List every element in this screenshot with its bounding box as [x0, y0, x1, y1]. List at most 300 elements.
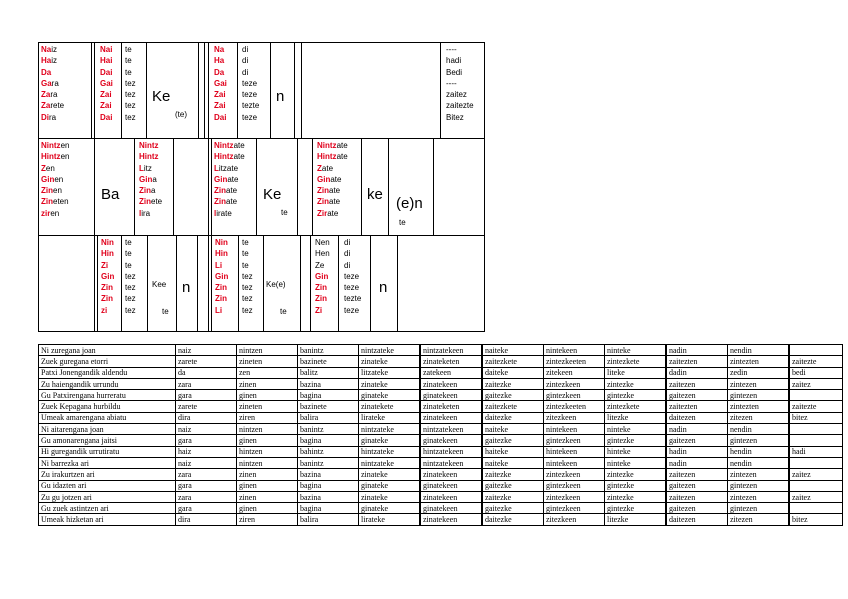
form-line: tez: [125, 78, 136, 88]
form-line: Zin: [215, 283, 227, 293]
table-cell: hintekeen: [544, 446, 605, 457]
table-cell: naiz: [176, 345, 237, 356]
table-cell: zintezkete: [605, 401, 667, 412]
form-line: di: [344, 238, 351, 247]
form-line: Dai: [100, 67, 113, 77]
form-line: lirate: [214, 208, 232, 218]
form-line: Zinate: [214, 197, 238, 207]
table-cell: lirateke: [359, 412, 421, 423]
table-cell: daitezke: [482, 412, 544, 423]
block-f-mid1: Kee: [152, 280, 167, 289]
table-cell: lirateke: [359, 514, 421, 525]
table-cell: nintzatekeen: [420, 457, 482, 468]
table-cell: zedin: [728, 367, 790, 378]
form-line: Litz: [139, 163, 152, 173]
form-line: Hai: [100, 56, 113, 66]
form-line: Litzate: [214, 163, 239, 173]
form-line: Na: [214, 45, 225, 54]
col-divider: [211, 138, 212, 235]
form-line: tez: [125, 101, 136, 111]
block-g-mid1: Ke(e): [266, 280, 286, 289]
table-cell: zaitezen: [666, 469, 728, 480]
table-cell: daiteke: [482, 367, 544, 378]
table-cell: ginen: [237, 480, 298, 491]
block-g-prefixes: [215, 237, 228, 316]
table-cell: zaitez: [789, 469, 843, 480]
form-line: Naiz: [41, 45, 58, 54]
table-row: [39, 457, 843, 468]
table-row: [39, 345, 843, 356]
table-cell: Ni barrezka ari: [39, 457, 176, 468]
table-cell: zarete: [176, 356, 237, 367]
form-line: Haiz: [41, 56, 58, 66]
table-cell: da: [176, 367, 237, 378]
form-line: Da: [214, 67, 225, 77]
table-cell: zintezkete: [605, 356, 667, 367]
table-cell: naiteke: [482, 424, 544, 435]
col-divider: [300, 235, 301, 332]
table-cell: gaitezen: [666, 390, 728, 401]
form-line: Gai: [214, 78, 227, 88]
table-cell: zinateke: [359, 491, 421, 502]
form-line: Nai: [100, 45, 113, 54]
block-h-prefixes: [315, 237, 330, 316]
table-cell: zinateke: [359, 378, 421, 389]
table-cell: balira: [298, 514, 359, 525]
form-line: Nin: [215, 238, 228, 247]
table-cell: zintezkeen: [544, 491, 605, 502]
block-a-small: (te): [175, 110, 187, 119]
table-cell: ginatekeen: [420, 480, 482, 491]
table-cell: ninteke: [605, 345, 667, 356]
table-cell: Hi guregandik urrutiratu: [39, 446, 176, 457]
table-cell: naiteke: [482, 345, 544, 356]
block-b-prefixes: [214, 44, 227, 123]
table-cell: nintzateke: [359, 424, 421, 435]
table-cell: zaitezke: [482, 378, 544, 389]
col-divider: [208, 42, 209, 138]
form-line: Ginate: [214, 174, 239, 184]
block-d-big: Ke: [263, 186, 282, 203]
table-row: [39, 503, 843, 514]
block-a-suffixes: [125, 44, 136, 123]
table-cell: nintzatekeen: [420, 424, 482, 435]
form-line: Zen: [41, 163, 55, 173]
form-line: te: [125, 249, 132, 259]
table-cell: gintezen: [728, 503, 790, 514]
form-line: Ginen: [41, 174, 64, 184]
form-line: tez: [125, 305, 136, 315]
table-cell: nintzen: [237, 457, 298, 468]
form-line: Zai: [100, 101, 112, 111]
col-divider: [238, 235, 239, 332]
table-cell: hadi: [789, 446, 843, 457]
table-cell: zarete: [176, 401, 237, 412]
form-line: Zinate: [214, 186, 238, 196]
form-line: Hintzate: [214, 152, 245, 162]
table-row: [39, 367, 843, 378]
table-cell: zinateke: [359, 356, 421, 367]
past-forms: [41, 140, 69, 219]
table-cell: bagina: [298, 390, 359, 401]
form-line: te: [125, 238, 132, 247]
form-line: tez: [125, 271, 136, 281]
table-cell: zinatekeen: [420, 378, 482, 389]
table-cell: balira: [298, 412, 359, 423]
col-divider: [208, 235, 209, 332]
table-cell: [789, 345, 843, 356]
table-cell: zaitezkete: [482, 356, 544, 367]
block-g-suffixes: [242, 237, 253, 316]
table-cell: gaitezke: [482, 435, 544, 446]
form-line: te: [125, 67, 132, 77]
form-line: te: [125, 56, 132, 66]
col-divider: [397, 235, 398, 332]
table-cell: zaitezen: [666, 491, 728, 502]
table-cell: zaitezen: [666, 378, 728, 389]
form-line: Zara: [41, 90, 58, 100]
table-row: [39, 491, 843, 502]
table-cell: ninteke: [605, 457, 667, 468]
form-line: zaitezte: [446, 101, 474, 111]
table-cell: zintezkeeten: [544, 356, 605, 367]
block-e-forms: [317, 140, 348, 219]
table-cell: zaitez: [789, 378, 843, 389]
form-line: tezte: [242, 101, 260, 111]
table-cell: nendin: [728, 345, 790, 356]
block-a-big: Ke: [152, 88, 171, 105]
table-cell: ziren: [237, 412, 298, 423]
table-cell: bagina: [298, 435, 359, 446]
table-cell: gaitezen: [666, 503, 728, 514]
form-line: Zineten: [41, 197, 69, 207]
col-divider: [198, 42, 199, 138]
form-line: Li: [215, 305, 223, 315]
col-divider: [433, 138, 434, 235]
table-cell: gintezke: [605, 435, 667, 446]
form-line: tez: [242, 305, 253, 315]
table-cell: zinen: [237, 469, 298, 480]
col-divider: [361, 138, 362, 235]
col-divider: [312, 138, 313, 235]
table-cell: bagina: [298, 503, 359, 514]
table-row: [39, 412, 843, 423]
table-cell: zinatekeen: [420, 514, 482, 525]
table-cell: ginateke: [359, 503, 421, 514]
table-cell: zitezkeen: [544, 514, 605, 525]
col-divider: [204, 42, 205, 138]
table-cell: hintzateke: [359, 446, 421, 457]
table-cell: Zu irakurtzen ari: [39, 469, 176, 480]
form-line: Nintzate: [214, 141, 245, 150]
table-cell: dira: [176, 514, 237, 525]
block-b-big: n: [276, 88, 285, 105]
form-line: teze: [344, 305, 360, 315]
form-line: Zai: [100, 90, 112, 100]
table-cell: litezke: [605, 514, 667, 525]
table-cell: bitez: [789, 412, 843, 423]
form-line: Zin: [215, 294, 227, 304]
col-divider: [338, 235, 339, 332]
table-cell: ginen: [237, 503, 298, 514]
table-cell: Ni aitarengana joan: [39, 424, 176, 435]
form-line: Dai: [214, 112, 227, 122]
col-divider: [211, 235, 212, 332]
table-cell: nintekeen: [544, 345, 605, 356]
table-cell: bazinete: [298, 356, 359, 367]
col-divider: [97, 235, 98, 332]
form-line: teze: [242, 90, 258, 100]
form-line: Zinate: [317, 186, 341, 196]
form-line: Zarete: [41, 101, 65, 111]
form-line: Nintz: [139, 141, 159, 150]
form-line: tezte: [344, 294, 362, 304]
form-line: Zai: [214, 90, 226, 100]
form-line: te: [125, 45, 132, 54]
table-cell: [789, 503, 843, 514]
col-divider: [173, 138, 174, 235]
form-line: Dai: [100, 112, 113, 122]
table-cell: zintezten: [728, 401, 790, 412]
form-line: te: [125, 260, 132, 270]
table-cell: zinen: [237, 491, 298, 502]
table-row: [39, 480, 843, 491]
col-divider: [256, 138, 257, 235]
table-cell: Ni zuregana joan: [39, 345, 176, 356]
table-cell: zitezkeen: [544, 412, 605, 423]
table-cell: gaitezke: [482, 480, 544, 491]
col-divider: [440, 42, 441, 138]
table-cell: ginateke: [359, 435, 421, 446]
table-cell: Zuek guregana etorri: [39, 356, 176, 367]
table-cell: zinatekete: [359, 401, 421, 412]
table-cell: bedi: [789, 367, 843, 378]
table-cell: nintekeen: [544, 424, 605, 435]
table-cell: nintzen: [237, 424, 298, 435]
table-cell: zintezke: [605, 378, 667, 389]
table-row: [39, 469, 843, 480]
form-line: Zin: [315, 294, 327, 304]
table-cell: [789, 390, 843, 401]
form-line: Hintzate: [317, 152, 348, 162]
table-cell: hinteke: [605, 446, 667, 457]
table-cell: Zu haiengandik urrundu: [39, 378, 176, 389]
form-line: Ze: [315, 260, 325, 270]
col-divider: [208, 138, 209, 235]
table-cell: zaitezte: [789, 401, 843, 412]
block-f-prefixes: [101, 237, 114, 316]
form-line: tez: [125, 90, 136, 100]
block-f-big: n: [182, 279, 191, 296]
form-line: Hin: [215, 249, 228, 259]
table-cell: zinateketen: [420, 401, 482, 412]
row-divider: [38, 138, 485, 139]
table-cell: gara: [176, 480, 237, 491]
table-cell: hendin: [728, 446, 790, 457]
form-line: tez: [125, 112, 136, 122]
table-cell: zatekeen: [420, 367, 482, 378]
col-divider: [301, 42, 302, 138]
form-line: Ha: [214, 56, 225, 66]
table-cell: dira: [176, 412, 237, 423]
block-e-big1: ke: [367, 186, 383, 203]
table-cell: zinatekeen: [420, 491, 482, 502]
table-cell: zintezkeen: [544, 378, 605, 389]
form-line: Nen: [315, 238, 330, 247]
table-cell: bitez: [789, 514, 843, 525]
table-cell: Gu idazten ari: [39, 480, 176, 491]
table-cell: zara: [176, 491, 237, 502]
table-cell: ginen: [237, 390, 298, 401]
table-cell: gintezkeen: [544, 390, 605, 401]
table-cell: naiz: [176, 457, 237, 468]
form-line: Hintzen: [41, 152, 70, 162]
form-line: tez: [125, 283, 136, 293]
form-line: zaitez: [446, 90, 467, 100]
table-cell: haiteke: [482, 446, 544, 457]
form-line: Hintz: [139, 152, 159, 162]
block-e-big2: (e)n: [396, 195, 423, 212]
table-cell: banintz: [298, 457, 359, 468]
form-line: di: [344, 249, 351, 259]
form-line: Gina: [139, 174, 157, 184]
table-cell: bahintz: [298, 446, 359, 457]
form-line: Da: [41, 67, 52, 77]
form-line: Zin: [315, 283, 327, 293]
form-line: lira: [139, 208, 151, 218]
table-cell: gara: [176, 503, 237, 514]
table-cell: gintezen: [728, 435, 790, 446]
form-line: di: [242, 67, 249, 77]
table-cell: nintekeen: [544, 457, 605, 468]
table-cell: Patxi Jonengandik aldendu: [39, 367, 176, 378]
table-cell: bagina: [298, 480, 359, 491]
form-line: ziren: [41, 208, 60, 218]
form-line: Zate: [317, 163, 334, 173]
form-line: teze: [344, 283, 360, 293]
table-cell: hintzatekeen: [420, 446, 482, 457]
form-line: teze: [242, 112, 258, 122]
block-a-prefixes: [100, 44, 113, 123]
form-line: Zina: [139, 186, 156, 196]
col-divider: [270, 42, 271, 138]
form-line: Nintzate: [317, 141, 348, 150]
table-cell: gintezkeen: [544, 435, 605, 446]
form-line: di: [242, 56, 249, 66]
form-line: tez: [242, 283, 253, 293]
table-cell: nadin: [666, 457, 728, 468]
table-cell: banintz: [298, 424, 359, 435]
table-cell: gara: [176, 390, 237, 401]
table-row: [39, 424, 843, 435]
table-row: [39, 378, 843, 389]
form-line: Li: [215, 260, 223, 270]
form-line: Gin: [101, 271, 115, 281]
table-cell: ginen: [237, 435, 298, 446]
table-row: [39, 390, 843, 401]
table-cell: zara: [176, 378, 237, 389]
table-cell: hadin: [666, 446, 728, 457]
table-cell: gintezke: [605, 390, 667, 401]
form-line: ----: [446, 45, 457, 54]
table-cell: zaitez: [789, 491, 843, 502]
col-divider: [237, 42, 238, 138]
table-cell: zen: [237, 367, 298, 378]
table-cell: Gu Patxirengana hurreratu: [39, 390, 176, 401]
table-cell: [789, 435, 843, 446]
table-cell: zinateketen: [420, 356, 482, 367]
conjugation-table: [38, 344, 843, 526]
table-cell: gintezke: [605, 480, 667, 491]
form-line: te: [242, 260, 249, 270]
row-divider: [38, 235, 485, 236]
form-line: te: [242, 249, 249, 259]
form-line: Zin: [101, 294, 113, 304]
block-b-suffixes: [242, 44, 259, 123]
table-cell: zitezen: [728, 514, 790, 525]
col-divider: [134, 138, 135, 235]
form-line: teze: [344, 271, 360, 281]
table-cell: ginatekeen: [420, 503, 482, 514]
table-cell: gaitezen: [666, 435, 728, 446]
form-line: Zi: [101, 260, 109, 270]
table-cell: daitezke: [482, 514, 544, 525]
col-divider: [197, 235, 198, 332]
col-divider: [388, 138, 389, 235]
form-line: Bedi: [446, 67, 463, 77]
table-cell: naiteke: [482, 457, 544, 468]
table-cell: gara: [176, 435, 237, 446]
block-f-suffixes: [125, 237, 136, 316]
table-cell: [789, 457, 843, 468]
table-cell: daitezen: [666, 412, 728, 423]
table-cell: nintzateke: [359, 345, 421, 356]
table-cell: [789, 424, 843, 435]
table-cell: gintezkeen: [544, 503, 605, 514]
form-line: Zinete: [139, 197, 163, 207]
table-cell: ninteke: [605, 424, 667, 435]
table-cell: zintezke: [605, 469, 667, 480]
col-divider: [121, 235, 122, 332]
form-line: Gin: [315, 271, 329, 281]
form-line: Zinate: [317, 197, 341, 207]
table-cell: Zuek Kepagana hurbildu: [39, 401, 176, 412]
table-cell: litezke: [605, 412, 667, 423]
block-c-forms: [139, 140, 162, 219]
table-cell: bazina: [298, 378, 359, 389]
table-cell: balitz: [298, 367, 359, 378]
table-cell: bazina: [298, 469, 359, 480]
block-e-small: te: [399, 218, 406, 227]
table-cell: ginateke: [359, 390, 421, 401]
table-cell: daitezen: [666, 514, 728, 525]
table-cell: nendin: [728, 457, 790, 468]
table-cell: hintzen: [237, 446, 298, 457]
col-divider: [310, 235, 311, 332]
table-cell: zaitezkete: [482, 401, 544, 412]
table-cell: bazinete: [298, 401, 359, 412]
table-row: [39, 435, 843, 446]
table-cell: zaitezke: [482, 491, 544, 502]
table-cell: gintezke: [605, 503, 667, 514]
table-cell: zinatekeen: [420, 412, 482, 423]
form-line: Zin: [101, 283, 113, 293]
form-line: Zinen: [41, 186, 62, 196]
table-cell: ziren: [237, 514, 298, 525]
col-divider: [91, 42, 92, 138]
table-cell: Zu gu jotzen ari: [39, 491, 176, 502]
col-divider: [297, 138, 298, 235]
